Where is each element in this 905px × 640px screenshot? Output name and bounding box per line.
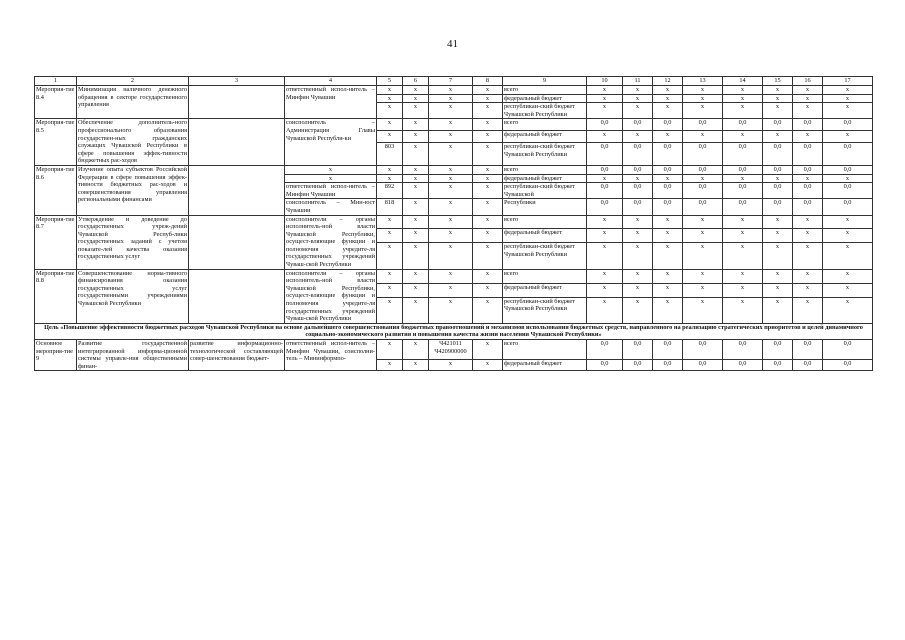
code-grbs: x	[377, 297, 403, 323]
header-cell-15: 15	[763, 77, 793, 86]
code-vr: x	[473, 283, 503, 297]
code-csr: x	[429, 229, 473, 243]
code-rzpr: x	[403, 165, 429, 174]
event-executor: x	[285, 165, 377, 174]
funding-source: федеральный бюджет	[503, 174, 587, 183]
main-event-result: развитие информационно-технологической составляющей совер-шенствования бюджет-	[189, 340, 285, 371]
event-name: Утверждение и доведение до государственных учреж-дений Чувашской Респуб-лики государственных заданий с учетом показате-лей качества оказания государственных услуг	[77, 215, 189, 269]
year-value-3: x	[653, 269, 683, 283]
year-value-6: 0,0	[763, 119, 793, 131]
year-value-5: x	[723, 174, 763, 183]
code-csr: x	[429, 199, 473, 215]
code-grbs: x	[377, 269, 403, 283]
year-value-8: 0,0	[823, 143, 873, 166]
header-cell-1: 1	[35, 77, 77, 86]
code-csr: x	[429, 165, 473, 174]
header-cell-12: 12	[653, 77, 683, 86]
year-value-2: x	[623, 174, 653, 183]
year-value-3: x	[653, 243, 683, 269]
code-grbs: x	[377, 283, 403, 297]
year-value-3: x	[653, 215, 683, 229]
event-id: Мероприя-тие 8.6	[35, 165, 77, 215]
table-row	[35, 340, 873, 360]
year-value-7: 0,0	[793, 199, 823, 215]
year-value-7: x	[793, 297, 823, 323]
year-value-4: x	[683, 86, 723, 95]
code-csr: x	[429, 86, 473, 95]
year-value-8: x	[823, 243, 873, 269]
year-value-2: 0,0	[623, 165, 653, 174]
year-value-8: 0,0	[823, 340, 873, 360]
year-value-2: x	[623, 215, 653, 229]
year-value-7: 0,0	[793, 119, 823, 131]
year-value-6: 0,0	[763, 340, 793, 360]
year-value-7: 0,0	[793, 183, 823, 199]
event-name: Совершенствование норма-тивного финансирования оказания государственных услуг государственными учреждениями Чувашской Республики	[77, 269, 189, 323]
year-value-1: 0,0	[587, 183, 623, 199]
code-rzpr: x	[403, 229, 429, 243]
year-value-5: x	[723, 94, 763, 103]
code-vr: x	[473, 143, 503, 166]
code-rzpr: x	[403, 103, 429, 119]
code-vr: x	[473, 360, 503, 371]
code-rzpr: x	[403, 269, 429, 283]
year-value-1: x	[587, 243, 623, 269]
table-row	[35, 86, 873, 95]
year-value-8: x	[823, 269, 873, 283]
year-value-4: 0,0	[683, 360, 723, 371]
year-value-1: x	[587, 215, 623, 229]
funding-source: республикан-ский бюджет Чувашской Республики	[503, 103, 587, 119]
year-value-4: x	[683, 174, 723, 183]
header-cell-10: 10	[587, 77, 623, 86]
year-value-2: x	[623, 283, 653, 297]
code-grbs: x	[377, 131, 403, 143]
event-result	[189, 165, 285, 215]
code-vr: x	[473, 269, 503, 283]
code-grbs: x	[377, 86, 403, 95]
year-value-8: x	[823, 297, 873, 323]
year-value-5: 0,0	[723, 119, 763, 131]
code-vr: x	[473, 86, 503, 95]
year-value-7: x	[793, 283, 823, 297]
year-value-1: x	[587, 229, 623, 243]
code-rzpr: x	[403, 131, 429, 143]
year-value-2: x	[623, 269, 653, 283]
event-id: Мероприя-тие 8.8	[35, 269, 77, 323]
year-value-4: 0,0	[683, 143, 723, 166]
funding-source: всего	[503, 269, 587, 283]
year-value-3: 0,0	[653, 165, 683, 174]
event-id: Мероприя-тие 8.4	[35, 86, 77, 119]
event-executor: соисполнитель – Администрация Главы Чувашской Республи-ки	[285, 119, 377, 166]
main-event-id: Основное мероприя-тие 9	[35, 340, 77, 371]
table-row	[35, 215, 873, 229]
event-result	[189, 119, 285, 166]
year-value-2: 0,0	[623, 143, 653, 166]
year-value-2: 0,0	[623, 199, 653, 215]
event-executor: соисполнитель – Мин-юст Чувашии	[286, 199, 375, 214]
event-executor: ответственный испол-нитель – Минфин Чувашии	[286, 183, 375, 198]
funding-source: всего	[503, 86, 587, 95]
event-name: Минимизация наличного денежного обращения в секторе государственного управления	[77, 86, 189, 119]
year-value-7: x	[793, 243, 823, 269]
code-rzpr: x	[403, 360, 429, 371]
year-value-2: x	[623, 103, 653, 119]
year-value-6: 0,0	[763, 165, 793, 174]
year-value-7: x	[793, 103, 823, 119]
header-row	[35, 77, 873, 86]
year-value-7: x	[793, 269, 823, 283]
funding-source: Республики	[503, 199, 587, 215]
funding-source: всего	[503, 340, 587, 360]
code-csr: x	[429, 131, 473, 143]
year-value-1: x	[587, 131, 623, 143]
year-value-2: x	[623, 243, 653, 269]
code-vr: x	[473, 174, 503, 183]
year-value-4: x	[683, 131, 723, 143]
year-value-5: x	[723, 283, 763, 297]
code-csr: x	[429, 243, 473, 269]
year-value-5: x	[723, 103, 763, 119]
year-value-1: x	[587, 94, 623, 103]
table-row	[35, 119, 873, 131]
year-value-5: 0,0	[723, 165, 763, 174]
year-value-4: x	[683, 243, 723, 269]
year-value-3: x	[653, 103, 683, 119]
year-value-5: 0,0	[723, 360, 763, 371]
code-grbs: x	[377, 103, 403, 119]
code-vr: x	[473, 183, 503, 199]
year-value-2: x	[623, 94, 653, 103]
year-value-5: 0,0	[723, 183, 763, 199]
code-vr: x	[473, 215, 503, 229]
year-value-2: 0,0	[623, 360, 653, 371]
code-vr: x	[473, 94, 503, 103]
code-rzpr: x	[403, 297, 429, 323]
code-csr: x	[429, 215, 473, 229]
year-value-5: 0,0	[723, 143, 763, 166]
year-value-1: 0,0	[587, 119, 623, 131]
year-value-4: x	[683, 215, 723, 229]
year-value-3: 0,0	[653, 183, 683, 199]
header-cell-7: 7	[429, 77, 473, 86]
code-rzpr: x	[403, 283, 429, 297]
year-value-6: x	[763, 215, 793, 229]
code-csr: x	[429, 360, 473, 371]
year-value-4: x	[683, 269, 723, 283]
year-value-2: 0,0	[623, 183, 653, 199]
main-event-name: Развитие государственной интегрированной информа-ционной системы управле-ния общественными финан-	[78, 340, 187, 370]
event-executor: ответственный испол-нитель – Минфин Чувашии	[285, 86, 377, 119]
code-grbs: x	[377, 119, 403, 131]
year-value-1: x	[587, 174, 623, 183]
code-grbs: x	[377, 94, 403, 103]
header-cell-13: 13	[683, 77, 723, 86]
year-value-5: x	[723, 229, 763, 243]
year-value-8: 0,0	[823, 183, 873, 199]
year-value-7: x	[793, 215, 823, 229]
year-value-8: 0,0	[823, 199, 873, 215]
year-value-8: x	[823, 103, 873, 119]
code-csr: x	[429, 269, 473, 283]
year-value-6: x	[763, 297, 793, 323]
header-cell-17: 17	[823, 77, 873, 86]
code-grbs: x	[377, 229, 403, 243]
year-value-6: 0,0	[763, 183, 793, 199]
header-cell-5: 5	[377, 77, 403, 86]
year-value-1: 0,0	[587, 199, 623, 215]
code-vr: x	[473, 243, 503, 269]
code-csr: x	[429, 94, 473, 103]
code-grbs: x	[377, 165, 403, 174]
year-value-6: 0,0	[763, 199, 793, 215]
code-vr: x	[473, 165, 503, 174]
funding-source: республикан-ский бюджет Чувашской Республики	[503, 297, 587, 323]
code-rzpr: x	[403, 174, 429, 183]
code-vr: x	[473, 103, 503, 119]
year-value-4: x	[683, 297, 723, 323]
year-value-2: 0,0	[623, 119, 653, 131]
year-value-6: x	[763, 269, 793, 283]
year-value-7: x	[793, 174, 823, 183]
year-value-8: x	[823, 283, 873, 297]
year-value-5: x	[723, 86, 763, 95]
code-grbs: x	[377, 215, 403, 229]
code-vr: x	[473, 199, 503, 215]
funding-source: республикан-ский бюджет Чувашской Республики	[503, 143, 587, 166]
code-csr: x	[429, 283, 473, 297]
funding-source: федеральный бюджет	[503, 360, 587, 371]
year-value-6: 0,0	[763, 143, 793, 166]
year-value-8: x	[823, 229, 873, 243]
year-value-2: x	[623, 297, 653, 323]
year-value-5: 0,0	[723, 199, 763, 215]
year-value-1: 0,0	[587, 340, 623, 360]
year-value-3: 0,0	[653, 360, 683, 371]
year-value-3: 0,0	[653, 143, 683, 166]
year-value-5: x	[723, 243, 763, 269]
code-csr: x	[429, 174, 473, 183]
code-vr: x	[473, 229, 503, 243]
code-rzpr: x	[403, 143, 429, 166]
event-executor: соисполнители – органы исполнитель-ной власти Чувашской Республики, осущест-вляющие функции и полномочия учредите-ля государственных учреждений Чуваш-ской Республики	[286, 269, 375, 323]
year-value-8: x	[823, 174, 873, 183]
year-value-3: x	[653, 174, 683, 183]
code-rzpr: x	[403, 94, 429, 103]
code-vr: x	[473, 131, 503, 143]
year-value-5: 0,0	[723, 340, 763, 360]
year-value-4: 0,0	[683, 340, 723, 360]
program-table	[34, 76, 873, 371]
year-value-3: x	[653, 131, 683, 143]
year-value-5: x	[723, 297, 763, 323]
code-rzpr: x	[403, 199, 429, 215]
goal-text: Цель «Повышение эффективности бюджетных расходов Чувашской Республики на основе дальнейшего совершенствования бюджетных правоотношений и механизмов использования бюджетных средств, направленного на реализацию стратегических приоритетов и целей динамичного социально-экономического развития и повышения качества жизни населения Чувашской Республики»	[35, 323, 873, 339]
header-cell-6: 6	[403, 77, 429, 86]
year-value-3: 0,0	[653, 199, 683, 215]
year-value-6: x	[763, 283, 793, 297]
funding-source: федеральный бюджет	[503, 94, 587, 103]
table-row	[35, 165, 873, 174]
year-value-3: x	[653, 229, 683, 243]
year-value-1: x	[587, 297, 623, 323]
header-cell-4: 4	[285, 77, 377, 86]
code-csr: x	[429, 297, 473, 323]
year-value-8: 0,0	[823, 119, 873, 131]
year-value-6: x	[763, 174, 793, 183]
year-value-1: x	[587, 103, 623, 119]
year-value-7: x	[793, 131, 823, 143]
year-value-1: 0,0	[587, 143, 623, 166]
code-rzpr: x	[403, 183, 429, 199]
year-value-6: x	[763, 94, 793, 103]
code-rzpr: x	[403, 86, 429, 95]
year-value-5: x	[723, 215, 763, 229]
year-value-5: x	[723, 131, 763, 143]
code-csr: x	[429, 119, 473, 131]
event-name: Обеспечение дополнитель-ного профессионального образования государствен-ных гражданских служащих Чувашской Республики в сфере повышения эффек-тивности бюджетных рас-ходов	[78, 119, 187, 165]
event-name: Изучение опыта субъектов Российской Федерации в сфере повышения эффек-тивности бюджетных рас-ходов и совершенствования управления региональными финансами	[77, 165, 189, 215]
year-value-4: 0,0	[683, 183, 723, 199]
year-value-2: 0,0	[623, 340, 653, 360]
header-cell-8: 8	[473, 77, 503, 86]
code-csr: Ч421011 Ч420900000	[429, 340, 473, 360]
goal-row	[35, 323, 873, 339]
year-value-8: 0,0	[823, 165, 873, 174]
year-value-6: x	[763, 103, 793, 119]
year-value-7: 0,0	[793, 360, 823, 371]
year-value-2: x	[623, 131, 653, 143]
year-value-7: x	[793, 86, 823, 95]
code-vr: x	[473, 340, 503, 360]
code-rzpr: x	[403, 243, 429, 269]
year-value-6: x	[763, 86, 793, 95]
code-grbs: x	[377, 243, 403, 269]
header-cell-11: 11	[623, 77, 653, 86]
code-vr: x	[473, 297, 503, 323]
event-id: Мероприя-тие 8.5	[35, 119, 77, 166]
code-rzpr: x	[403, 119, 429, 131]
year-value-8: x	[823, 86, 873, 95]
year-value-7: 0,0	[793, 165, 823, 174]
year-value-7: x	[793, 229, 823, 243]
code-grbs: x	[377, 340, 403, 360]
year-value-4: x	[683, 229, 723, 243]
year-value-7: 0,0	[793, 340, 823, 360]
event-executor: x	[285, 174, 377, 183]
table-row	[35, 269, 873, 283]
funding-source: федеральный бюджет	[503, 283, 587, 297]
year-value-6: x	[763, 243, 793, 269]
code-csr: x	[429, 143, 473, 166]
header-cell-2: 2	[77, 77, 189, 86]
code-csr: x	[429, 103, 473, 119]
year-value-2: x	[623, 229, 653, 243]
year-value-3: x	[653, 86, 683, 95]
event-executor: соисполнители – органы исполнитель-ной власти Чувашской Республики, осущест-вляющие функции и полномочия учредите-ля государственных учреждений Чуваш-ской Республики	[286, 215, 375, 269]
year-value-1: 0,0	[587, 165, 623, 174]
year-value-4: 0,0	[683, 165, 723, 174]
event-id: Мероприя-тие 8.7	[35, 215, 77, 269]
code-vr: x	[473, 119, 503, 131]
event-result	[189, 215, 285, 269]
year-value-3: x	[653, 283, 683, 297]
year-value-1: 0,0	[587, 360, 623, 371]
year-value-6: x	[763, 131, 793, 143]
code-csr: x	[429, 183, 473, 199]
year-value-8: x	[823, 131, 873, 143]
header-cell-9: 9	[503, 77, 587, 86]
year-value-8: 0,0	[823, 360, 873, 371]
year-value-3: x	[653, 297, 683, 323]
year-value-5: x	[723, 269, 763, 283]
funding-source: республикан-ский бюджет Чувашской	[503, 183, 587, 199]
year-value-2: x	[623, 86, 653, 95]
year-value-1: x	[587, 86, 623, 95]
event-result	[189, 86, 285, 119]
year-value-7: 0,0	[793, 143, 823, 166]
code-grbs: x	[377, 174, 403, 183]
code-grbs: 892	[377, 183, 403, 199]
code-rzpr: x	[403, 340, 429, 360]
year-value-3: 0,0	[653, 340, 683, 360]
year-value-4: 0,0	[683, 199, 723, 215]
year-value-4: 0,0	[683, 119, 723, 131]
funding-source: всего	[503, 165, 587, 174]
year-value-6: x	[763, 229, 793, 243]
year-value-1: x	[587, 283, 623, 297]
year-value-8: x	[823, 94, 873, 103]
funding-source: республикан-ский бюджет Чувашской Республики	[503, 243, 587, 269]
year-value-4: x	[683, 94, 723, 103]
year-value-4: x	[683, 103, 723, 119]
page-number: 41	[447, 38, 458, 50]
code-rzpr: x	[403, 215, 429, 229]
event-result	[189, 269, 285, 323]
code-grbs: 803	[377, 143, 403, 166]
year-value-8: x	[823, 215, 873, 229]
year-value-1: x	[587, 269, 623, 283]
code-grbs: x	[377, 360, 403, 371]
funding-source: федеральный бюджет	[503, 229, 587, 243]
header-cell-14: 14	[723, 77, 763, 86]
header-cell-3: 3	[189, 77, 285, 86]
year-value-3: x	[653, 94, 683, 103]
funding-source: всего	[503, 215, 587, 229]
year-value-6: 0,0	[763, 360, 793, 371]
year-value-4: x	[683, 283, 723, 297]
header-cell-16: 16	[793, 77, 823, 86]
code-grbs: 818	[377, 199, 403, 215]
funding-source: всего	[503, 119, 587, 131]
year-value-7: x	[793, 94, 823, 103]
funding-source: федеральный бюджет	[503, 131, 587, 143]
year-value-3: 0,0	[653, 119, 683, 131]
main-event-executor: ответственный испол-нитель – Минфин Чувашии, соисполни-тель – Мининформпо-	[285, 340, 377, 371]
